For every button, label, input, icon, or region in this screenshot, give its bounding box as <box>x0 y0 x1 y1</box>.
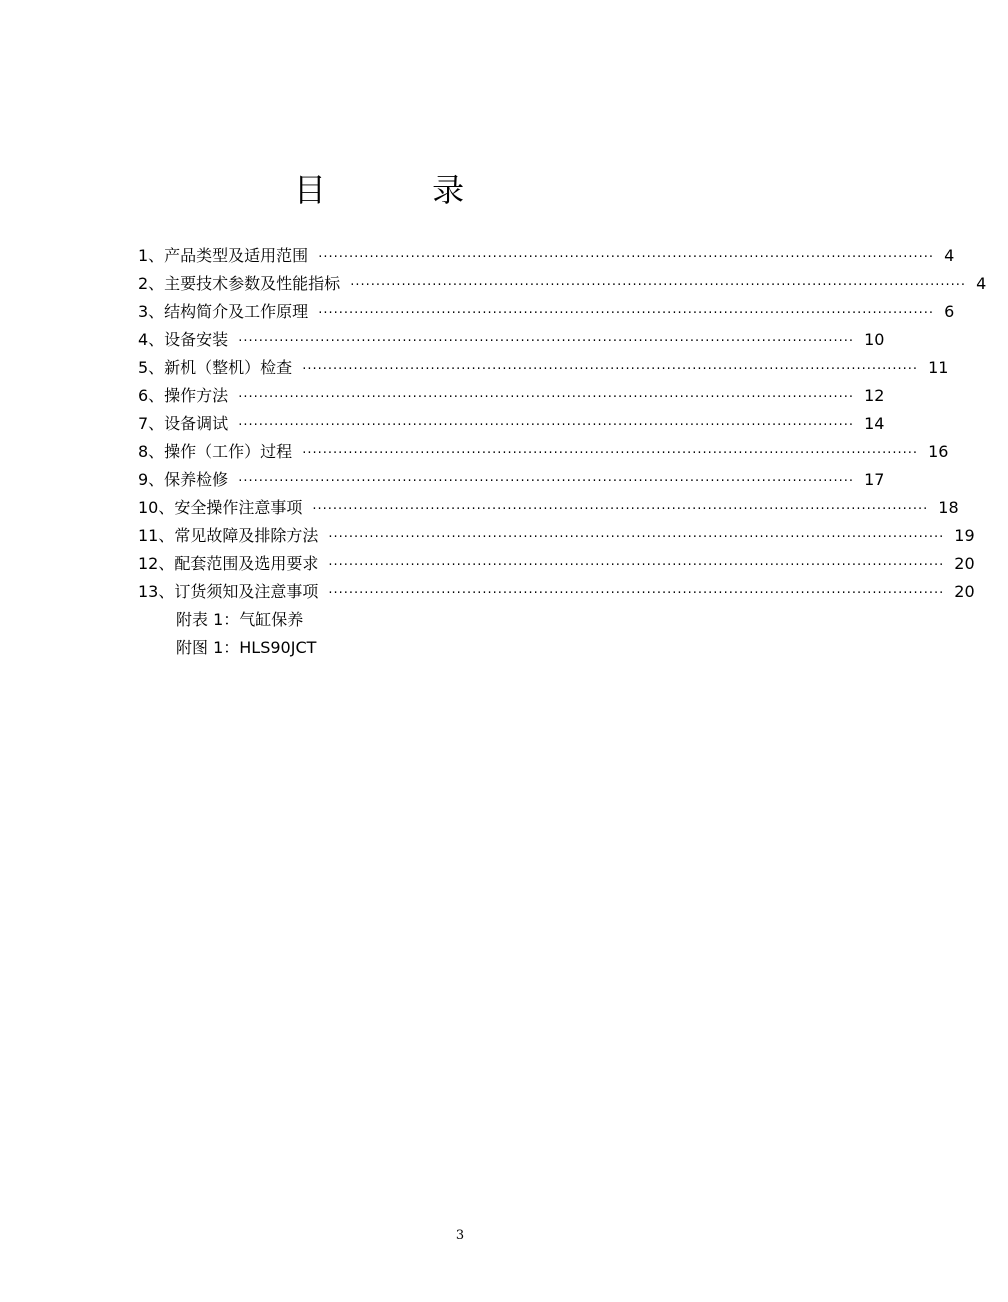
toc-leader-dots: ························································································································ <box>238 390 855 405</box>
toc-entry <box>138 354 949 382</box>
toc-leader-dots: ························································································································ <box>350 278 967 293</box>
toc-entry-label: 11、常见故障及排除方法 <box>138 526 319 545</box>
toc-entry-label: 6、操作方法 <box>138 386 229 405</box>
toc-leader-dots: ························································································································ <box>318 306 935 321</box>
toc-entry <box>138 466 885 494</box>
toc-leader-dots: ························································································································ <box>328 558 945 573</box>
toc-leader-dots: ························································································································ <box>328 586 945 601</box>
toc-entry-page: 20 <box>954 582 975 601</box>
toc-leader-dots: ························································································································ <box>238 334 855 349</box>
toc-entry-label: 9、保养检修 <box>138 470 229 489</box>
toc-entry-page: 18 <box>938 498 959 517</box>
page-number: 3 <box>455 1228 465 1243</box>
toc-entry <box>138 298 955 326</box>
toc-entry-label: 1、产品类型及适用范围 <box>138 246 309 265</box>
toc-entry-page: 6 <box>944 302 955 321</box>
toc-leader-dots: ························································································································ <box>238 474 855 489</box>
page-title: 目 录 <box>293 171 513 209</box>
toc-leader-dots: ························································································································ <box>328 530 945 545</box>
toc-entry-page: 12 <box>864 386 885 405</box>
toc-entry <box>138 410 885 438</box>
toc-entry <box>138 438 949 466</box>
toc-entry-page: 20 <box>954 554 975 573</box>
toc-entry <box>138 494 959 522</box>
toc-entry <box>138 270 987 298</box>
toc-entry-label: 7、设备调试 <box>138 414 229 433</box>
toc-entry-page: 11 <box>928 358 949 377</box>
appendix-figure-entry: 附图 1：HLS90JCT <box>176 638 317 657</box>
toc-entry <box>138 550 975 578</box>
toc-entry-page: 19 <box>954 526 975 545</box>
appendix-table-entry: 附表 1：气缸保养 <box>176 610 304 629</box>
toc-leader-dots: ························································································································ <box>302 446 919 461</box>
toc-entry-page: 4 <box>976 274 987 293</box>
toc-entry-page: 14 <box>864 414 885 433</box>
toc-entry-label: 4、设备安装 <box>138 330 229 349</box>
toc-entry-label: 8、操作（工作）过程 <box>138 442 293 461</box>
toc-entry-label: 5、新机（整机）检查 <box>138 358 293 377</box>
toc-leader-dots: ························································································································ <box>318 250 935 265</box>
toc-entry-label: 13、订货须知及注意事项 <box>138 582 319 601</box>
table-of-contents <box>138 242 987 662</box>
toc-leader-dots: ························································································································ <box>312 502 929 517</box>
toc-entry-page: 17 <box>864 470 885 489</box>
toc-entry-page: 10 <box>864 330 885 349</box>
toc-entry-label: 3、结构简介及工作原理 <box>138 302 309 321</box>
toc-entry-page: 4 <box>944 246 955 265</box>
toc-leader-dots: ························································································································ <box>238 418 855 433</box>
toc-entry-page: 16 <box>928 442 949 461</box>
toc-entry <box>138 578 975 606</box>
toc-entry <box>138 242 955 270</box>
toc-entry <box>138 382 885 410</box>
toc-entry-label: 12、配套范围及选用要求 <box>138 554 319 573</box>
toc-entry-label: 2、主要技术参数及性能指标 <box>138 274 341 293</box>
toc-leader-dots: ························································································································ <box>302 362 919 377</box>
toc-entry <box>138 522 975 550</box>
toc-entry-label: 10、安全操作注意事项 <box>138 498 303 517</box>
toc-entry <box>138 326 885 354</box>
